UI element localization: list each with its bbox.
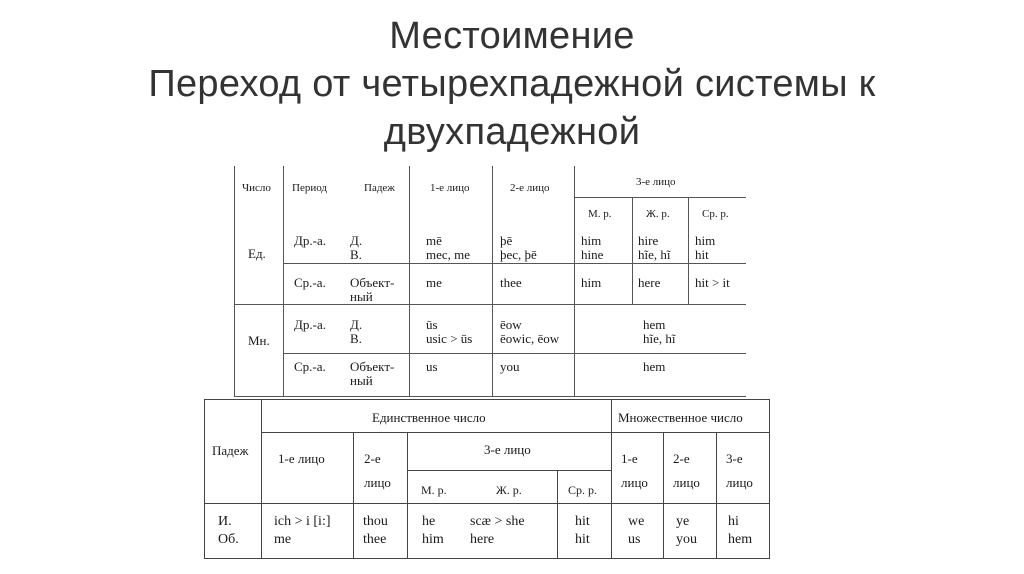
case-cell: И. bbox=[218, 514, 232, 529]
form-cell: here bbox=[638, 275, 661, 290]
header-neuter: Ср. р. bbox=[568, 483, 598, 497]
case-cell: ный bbox=[350, 289, 373, 304]
form-cell: ēowic, ēow bbox=[500, 331, 560, 346]
header-3rd-person: 3-е лицо bbox=[484, 442, 531, 457]
grid-line bbox=[204, 399, 205, 559]
grid-line bbox=[234, 304, 746, 305]
form-cell: thee bbox=[363, 532, 387, 547]
form-cell: us bbox=[426, 359, 438, 374]
form-cell: ye bbox=[676, 514, 690, 529]
grid-line bbox=[283, 353, 746, 354]
slide-title bbox=[0, 12, 1024, 156]
case-cell: В. bbox=[350, 247, 362, 262]
header-plural-1st: лицо bbox=[621, 475, 648, 490]
case-cell: В. bbox=[350, 331, 362, 346]
grid-line bbox=[261, 399, 262, 559]
header-case: Падеж bbox=[212, 443, 249, 458]
grid-line bbox=[409, 166, 410, 397]
header-1st-person: 1-е лицо bbox=[430, 182, 470, 194]
form-cell: hit > it bbox=[695, 275, 730, 290]
grid-line bbox=[688, 197, 689, 304]
case-cell: Объект- bbox=[350, 275, 395, 290]
table-old-english-pronouns bbox=[234, 166, 746, 397]
grid-line bbox=[407, 470, 611, 471]
form-cell: me bbox=[426, 275, 442, 290]
form-cell: þec, þē bbox=[500, 247, 537, 262]
grid-line bbox=[234, 396, 746, 397]
form-cell: we bbox=[628, 514, 645, 529]
header-number: Число bbox=[242, 182, 271, 194]
form-cell: ich > i [i:] bbox=[274, 514, 331, 529]
header-3rd-person: 3-е лицо bbox=[636, 176, 676, 188]
form-cell: hine bbox=[581, 247, 604, 262]
header-singular: Единственное число bbox=[372, 410, 486, 425]
grid-line bbox=[492, 166, 493, 397]
header-case: Падеж bbox=[364, 182, 395, 194]
period-cell: Др.-а. bbox=[294, 317, 326, 332]
form-cell: hem bbox=[728, 532, 753, 547]
header-feminine: Ж. р. bbox=[646, 208, 670, 220]
title-line-3: двухпадежной bbox=[383, 111, 641, 153]
case-cell: Об. bbox=[218, 532, 239, 547]
case-cell: Д. bbox=[350, 233, 363, 248]
header-plural-3rd: 3-е bbox=[726, 451, 743, 466]
grid-line bbox=[204, 503, 770, 504]
form-cell: hire bbox=[638, 233, 659, 248]
form-cell: thee bbox=[500, 275, 522, 290]
form-cell: you bbox=[676, 532, 697, 547]
header-plural-2nd: 2-е bbox=[673, 451, 690, 466]
form-cell: him bbox=[581, 233, 602, 248]
form-cell: you bbox=[500, 359, 520, 374]
grid-line bbox=[261, 432, 769, 433]
form-cell: him bbox=[695, 233, 716, 248]
form-cell: here bbox=[470, 532, 495, 547]
form-cell: us bbox=[628, 532, 641, 547]
form-cell: he bbox=[422, 514, 436, 529]
form-cell: ūs bbox=[426, 317, 438, 332]
header-2nd-person: 2-е лицо bbox=[510, 182, 550, 194]
number-plural: Мн. bbox=[248, 333, 270, 348]
form-cell: mec, me bbox=[426, 247, 471, 262]
header-plural-1st: 1-е bbox=[621, 451, 638, 466]
form-cell: þē bbox=[500, 233, 513, 248]
form-cell: hit bbox=[575, 532, 590, 547]
header-plural-2nd: лицо bbox=[673, 475, 700, 490]
grid-line bbox=[353, 432, 354, 559]
form-cell: scæ > she bbox=[470, 514, 525, 529]
header-masculine: М. р. bbox=[588, 208, 612, 220]
grid-line bbox=[407, 432, 408, 559]
form-cell: usic > ūs bbox=[426, 331, 473, 346]
period-cell: Ср.-а. bbox=[294, 359, 326, 374]
number-singular: Ед. bbox=[248, 246, 266, 261]
header-plural: Множественное число bbox=[618, 410, 743, 425]
grid-line bbox=[574, 166, 575, 397]
header-2nd-person: лицо bbox=[364, 475, 391, 490]
period-cell: Др.-а. bbox=[294, 233, 326, 248]
form-cell: him bbox=[581, 275, 602, 290]
form-cell: hi bbox=[728, 514, 739, 529]
header-feminine: Ж. р. bbox=[496, 483, 522, 497]
grid-line bbox=[283, 166, 284, 397]
table-middle-english-pronouns bbox=[204, 399, 770, 559]
grid-line bbox=[574, 197, 746, 198]
header-neuter: Ср. р. bbox=[702, 208, 729, 220]
grid-line bbox=[611, 399, 612, 559]
grid-line bbox=[283, 263, 746, 264]
grid-line bbox=[204, 399, 770, 400]
header-masculine: М. р. bbox=[421, 483, 447, 497]
form-cell: thou bbox=[363, 514, 388, 529]
grid-line bbox=[632, 197, 633, 304]
case-cell: Объект- bbox=[350, 359, 395, 374]
header-1st-person: 1-е лицо bbox=[278, 451, 325, 466]
form-cell: me bbox=[274, 532, 292, 547]
grid-line bbox=[204, 558, 770, 559]
case-cell: Д. bbox=[350, 317, 363, 332]
header-period: Период bbox=[292, 182, 327, 194]
form-cell: ēow bbox=[500, 317, 522, 332]
grid-line bbox=[769, 399, 770, 559]
header-plural-3rd: лицо bbox=[726, 475, 753, 490]
form-cell: mē bbox=[426, 233, 442, 248]
header-2nd-person: 2-е bbox=[364, 451, 381, 466]
form-cell: him bbox=[422, 532, 444, 547]
title-line-1: Местоимение bbox=[389, 15, 635, 57]
title-line-2: Переход от четырехпадежной системы к bbox=[148, 63, 876, 105]
form-cell: hĩe, hĩ bbox=[643, 331, 676, 346]
grid-line bbox=[557, 470, 558, 559]
form-cell: hem bbox=[643, 359, 666, 374]
form-cell: hit bbox=[695, 247, 709, 262]
grid-line bbox=[663, 432, 664, 559]
grid-line bbox=[716, 432, 717, 559]
form-cell: hit bbox=[575, 514, 590, 529]
grid-line bbox=[234, 166, 235, 397]
case-cell: ный bbox=[350, 373, 373, 388]
form-cell: hĩe, hĩ bbox=[638, 247, 671, 262]
period-cell: Ср.-а. bbox=[294, 275, 326, 290]
form-cell: hem bbox=[643, 317, 666, 332]
